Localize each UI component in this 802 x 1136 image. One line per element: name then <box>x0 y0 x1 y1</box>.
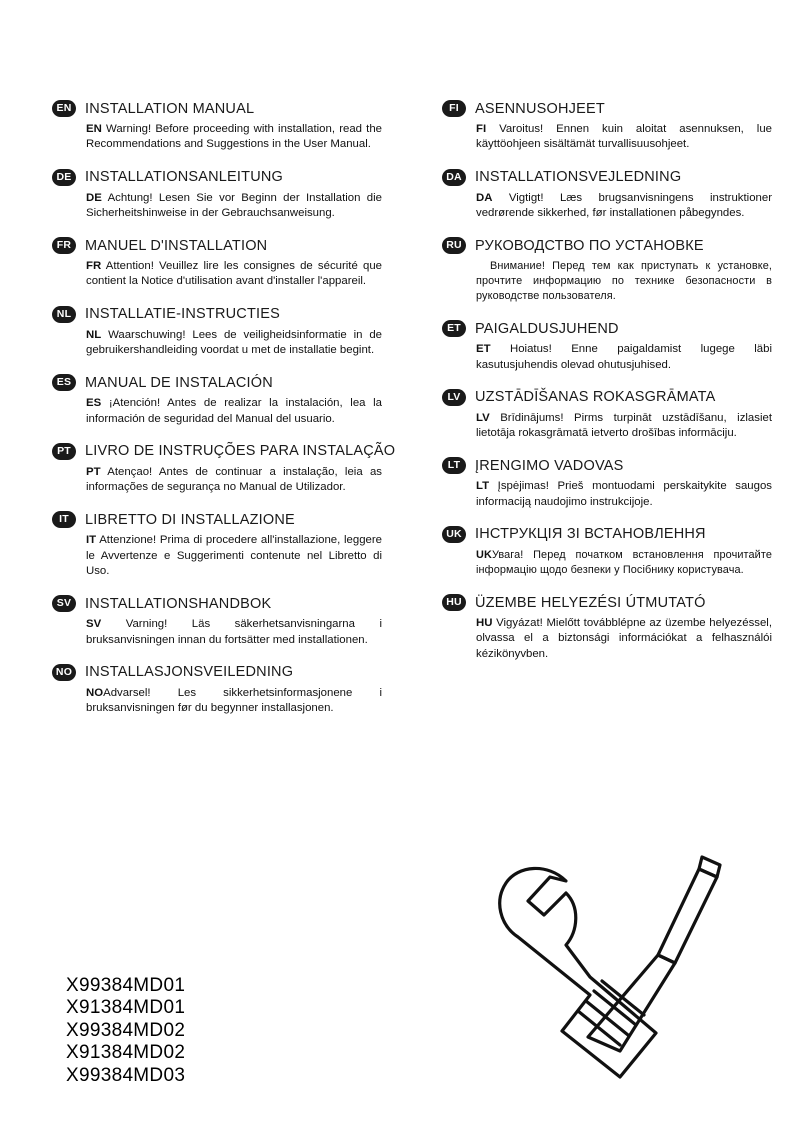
entry-lang-code-lv: LV <box>476 411 490 424</box>
language-entry-da <box>442 169 772 222</box>
entry-text-lt: Įspėjimas! Prieš montuodami perskaitykite saugos informaciją naudojimo instrukcijoje. <box>476 480 772 508</box>
language-column-right <box>442 100 772 678</box>
entry-title-nl: INSTALLATIE-INSTRUCTIES <box>85 306 281 323</box>
flag-badge-hu: HU <box>442 594 466 611</box>
entry-header <box>52 100 382 117</box>
entry-title-lv: UZSTĀDĪŠANAS ROKASGRĀMATA <box>475 389 716 406</box>
entry-body-de <box>86 191 382 222</box>
entry-header <box>52 169 382 186</box>
entry-text-it: Attenzione! Prima di procedere all'installazione, leggere le Avvertenze e Suggerimenti contenute nel Libretto di Uso. <box>86 534 382 577</box>
entry-title-it: LIBRETTO DI INSTALLAZIONE <box>85 511 295 528</box>
language-entry-lv <box>442 389 772 442</box>
entry-body-it <box>86 533 382 579</box>
entry-title-no: INSTALLASJONSVEILEDNING <box>85 664 294 681</box>
entry-text-es: ¡Atención! Antes de realizar la instalación, lea la información de seguridad del Manual del usuario. <box>86 397 382 425</box>
entry-title-sv: INSTALLATIONSHANDBOK <box>85 595 272 612</box>
entry-lang-code-hu: HU <box>476 617 493 630</box>
language-entry-de <box>52 169 382 222</box>
language-entry-et <box>442 320 772 373</box>
language-entry-uk <box>442 526 772 578</box>
entry-lang-code-de: DE <box>86 191 102 204</box>
flag-badge-ru: RU <box>442 237 466 254</box>
entry-lang-code-en: EN <box>86 123 102 135</box>
entry-text-hu: Vigyázat! Mielőtt továbblépne az üzembe helyezéssel, olvassa el a biztonsági információkat a felhasználói kézikönyvben. <box>476 617 772 660</box>
flag-badge-uk: UK <box>442 526 466 543</box>
flag-badge-lt: LT <box>442 457 466 474</box>
entry-lang-code-no: NO <box>86 686 104 699</box>
language-entry-ru <box>442 237 772 304</box>
language-entry-fr <box>52 237 382 290</box>
entry-header <box>442 320 772 337</box>
entry-header <box>52 511 382 528</box>
entry-title-ru: РУКОВОДСТВО ПО УСТАНОВКЕ <box>475 237 704 254</box>
entry-text-sv: Varning! Läs säkerhetsanvisningarna i bruksanvisningen innan du fortsätter med installationen. <box>86 618 382 646</box>
flag-badge-lv: LV <box>442 389 466 406</box>
wrench-and-screwdriver-icon <box>470 845 760 1085</box>
entry-header <box>442 100 772 117</box>
entry-title-de: INSTALLATIONSANLEITUNG <box>85 169 284 186</box>
entry-text-pt: Atençao! Antes de continuar a instalação, leia as informações de segurança no Manual de Utilizador. <box>86 465 382 494</box>
entry-header <box>52 664 382 681</box>
entry-body-lt <box>476 479 772 510</box>
entry-body-en <box>86 122 382 153</box>
entry-text-fr: Attention! Veuillez lire les consignes de sécurité que contient la Notice d'utilisation avant d'installer l'appareil. <box>86 260 382 288</box>
part-number: X99384MD03 <box>66 1064 186 1086</box>
language-entry-fi <box>442 100 772 153</box>
entry-header <box>442 169 772 186</box>
entry-header <box>442 594 772 611</box>
entry-body-fr <box>86 259 382 290</box>
entry-body-da <box>476 191 772 222</box>
entry-text-de: Achtung! Lesen Sie vor Beginn der Installation die Sicherheitshinweise in der Gebrauchsanweisung. <box>86 191 382 219</box>
language-entry-lt <box>442 457 772 510</box>
entry-title-pt: LIVRO DE INSTRUÇÕES PARA INSTALAÇÃO <box>85 443 396 460</box>
entry-lang-code-it: IT <box>86 534 97 547</box>
entry-title-da: INSTALLATIONSVEJLEDNING <box>475 169 682 186</box>
entry-title-lt: ĮRENGIMO VADOVAS <box>475 457 624 474</box>
entry-body-et <box>476 342 772 373</box>
flag-badge-no: NO <box>52 664 76 681</box>
part-number-list <box>66 975 185 1087</box>
entry-body-fi <box>476 122 772 153</box>
flag-badge-fr: FR <box>52 237 76 254</box>
language-entry-pt <box>52 443 396 496</box>
entry-lang-code-es: ES <box>86 397 102 410</box>
entry-lang-code-nl: NL <box>86 328 102 341</box>
entry-text-lv: Brīdinājums! Pirms turpināt uzstādīšanu, izlasiet lietotāja rokasgrāmatā ietverto drošības informāciju. <box>476 411 772 440</box>
flag-badge-pt: PT <box>52 443 76 460</box>
entry-lang-code-da: DA <box>476 191 493 204</box>
entry-body-lv <box>476 411 772 442</box>
entry-body-hu <box>476 616 772 662</box>
flag-badge-et: ET <box>442 320 466 337</box>
entry-text-uk: Увага! Перед початком встановлення прочитайте інформацію щодо безпеки у Посібнику користувача. <box>476 548 772 576</box>
flag-badge-it: IT <box>52 511 76 528</box>
entry-lang-code-sv: SV <box>86 618 102 631</box>
part-number: X99384MD01 <box>66 975 186 996</box>
language-entry-es <box>52 374 382 427</box>
entry-lang-code-pt: PT <box>86 465 101 478</box>
entry-body-sv <box>86 617 382 648</box>
entry-body-pt <box>86 465 382 496</box>
entry-lang-code-fi: FI <box>476 123 487 135</box>
entry-title-uk: ІНСТРУКЦІЯ ЗІ ВСТАНОВЛЕННЯ <box>475 526 706 543</box>
entry-lang-code-uk: UK <box>476 548 492 561</box>
entry-text-nl: Waarschuwing! Lees de veiligheidsinformatie in de gebruikershandleiding voordat u met de installatie begint. <box>86 328 382 356</box>
language-entry-it <box>52 511 382 579</box>
part-number: X99384MD02 <box>66 1019 186 1041</box>
entry-body-es <box>86 396 382 427</box>
entry-text-en: Warning! Before proceeding with installation, read the Recommendations and Suggestions in the User Manual. <box>86 123 382 151</box>
entry-title-fi: ASENNUSOHJEET <box>475 100 605 117</box>
entry-title-hu: ÜZEMBE HELYEZÉSI ÚTMUTATÓ <box>475 594 706 611</box>
flag-badge-en: EN <box>52 100 76 117</box>
language-entry-nl <box>52 306 382 359</box>
entry-header <box>52 237 382 254</box>
flag-badge-fi: FI <box>442 100 466 117</box>
entry-header <box>442 457 772 474</box>
entry-header <box>52 374 382 391</box>
language-entry-en <box>52 100 382 153</box>
entry-title-es: MANUAL DE INSTALACIÓN <box>85 374 273 391</box>
entry-title-en: INSTALLATION MANUAL <box>85 100 255 117</box>
entry-title-et: PAIGALDUSJUHEND <box>475 320 619 337</box>
entry-header <box>442 389 772 406</box>
entry-lang-code-fr: FR <box>86 260 102 273</box>
entry-body-ru <box>476 259 772 304</box>
language-entry-no <box>52 664 382 717</box>
entry-header <box>52 306 382 323</box>
entry-text-da: Vigtigt! Læs brugsanvisningens instruktioner vedrørende sikkerhed, før installationen påbegyndes. <box>476 191 772 219</box>
language-entry-sv <box>52 595 382 648</box>
language-column-left <box>52 100 396 732</box>
entry-header <box>442 237 772 254</box>
entry-header <box>52 443 396 460</box>
entry-body-nl <box>86 328 382 359</box>
flag-badge-de: DE <box>52 169 76 186</box>
entry-lang-code-et: ET <box>476 343 491 356</box>
entry-header <box>52 595 382 612</box>
flag-badge-nl: NL <box>52 306 76 323</box>
entry-title-fr: MANUEL D'INSTALLATION <box>85 237 268 254</box>
flag-badge-da: DA <box>442 169 466 186</box>
flag-badge-es: ES <box>52 374 76 391</box>
language-entry-hu <box>442 594 772 662</box>
part-number: X91384MD02 <box>66 1042 186 1064</box>
flag-badge-sv: SV <box>52 595 76 612</box>
entry-text-no: Advarsel! Les sikkerhetsinformasjonene i bruksanvisningen før du begynner installasjonen. <box>86 686 382 715</box>
part-number: X91384MD01 <box>66 997 186 1019</box>
entry-body-uk <box>476 548 772 578</box>
entry-header <box>442 526 772 543</box>
entry-text-et: Hoiatus! Enne paigaldamist lugege läbi kasutusjuhendis olevad ohutusjuhised. <box>476 343 772 371</box>
entry-text-ru: Внимание! Перед тем как приступать к установке, прочтите информацию по технике безопасности в руководстве пользователя. <box>476 260 772 303</box>
entry-body-no <box>86 686 382 717</box>
entry-text-fi: Varoitus! Ennen kuin aloitat asennuksen, lue käyttöohjeen sisältämät turvallisuusohjeet. <box>476 123 772 151</box>
entry-lang-code-lt: LT <box>476 480 490 493</box>
